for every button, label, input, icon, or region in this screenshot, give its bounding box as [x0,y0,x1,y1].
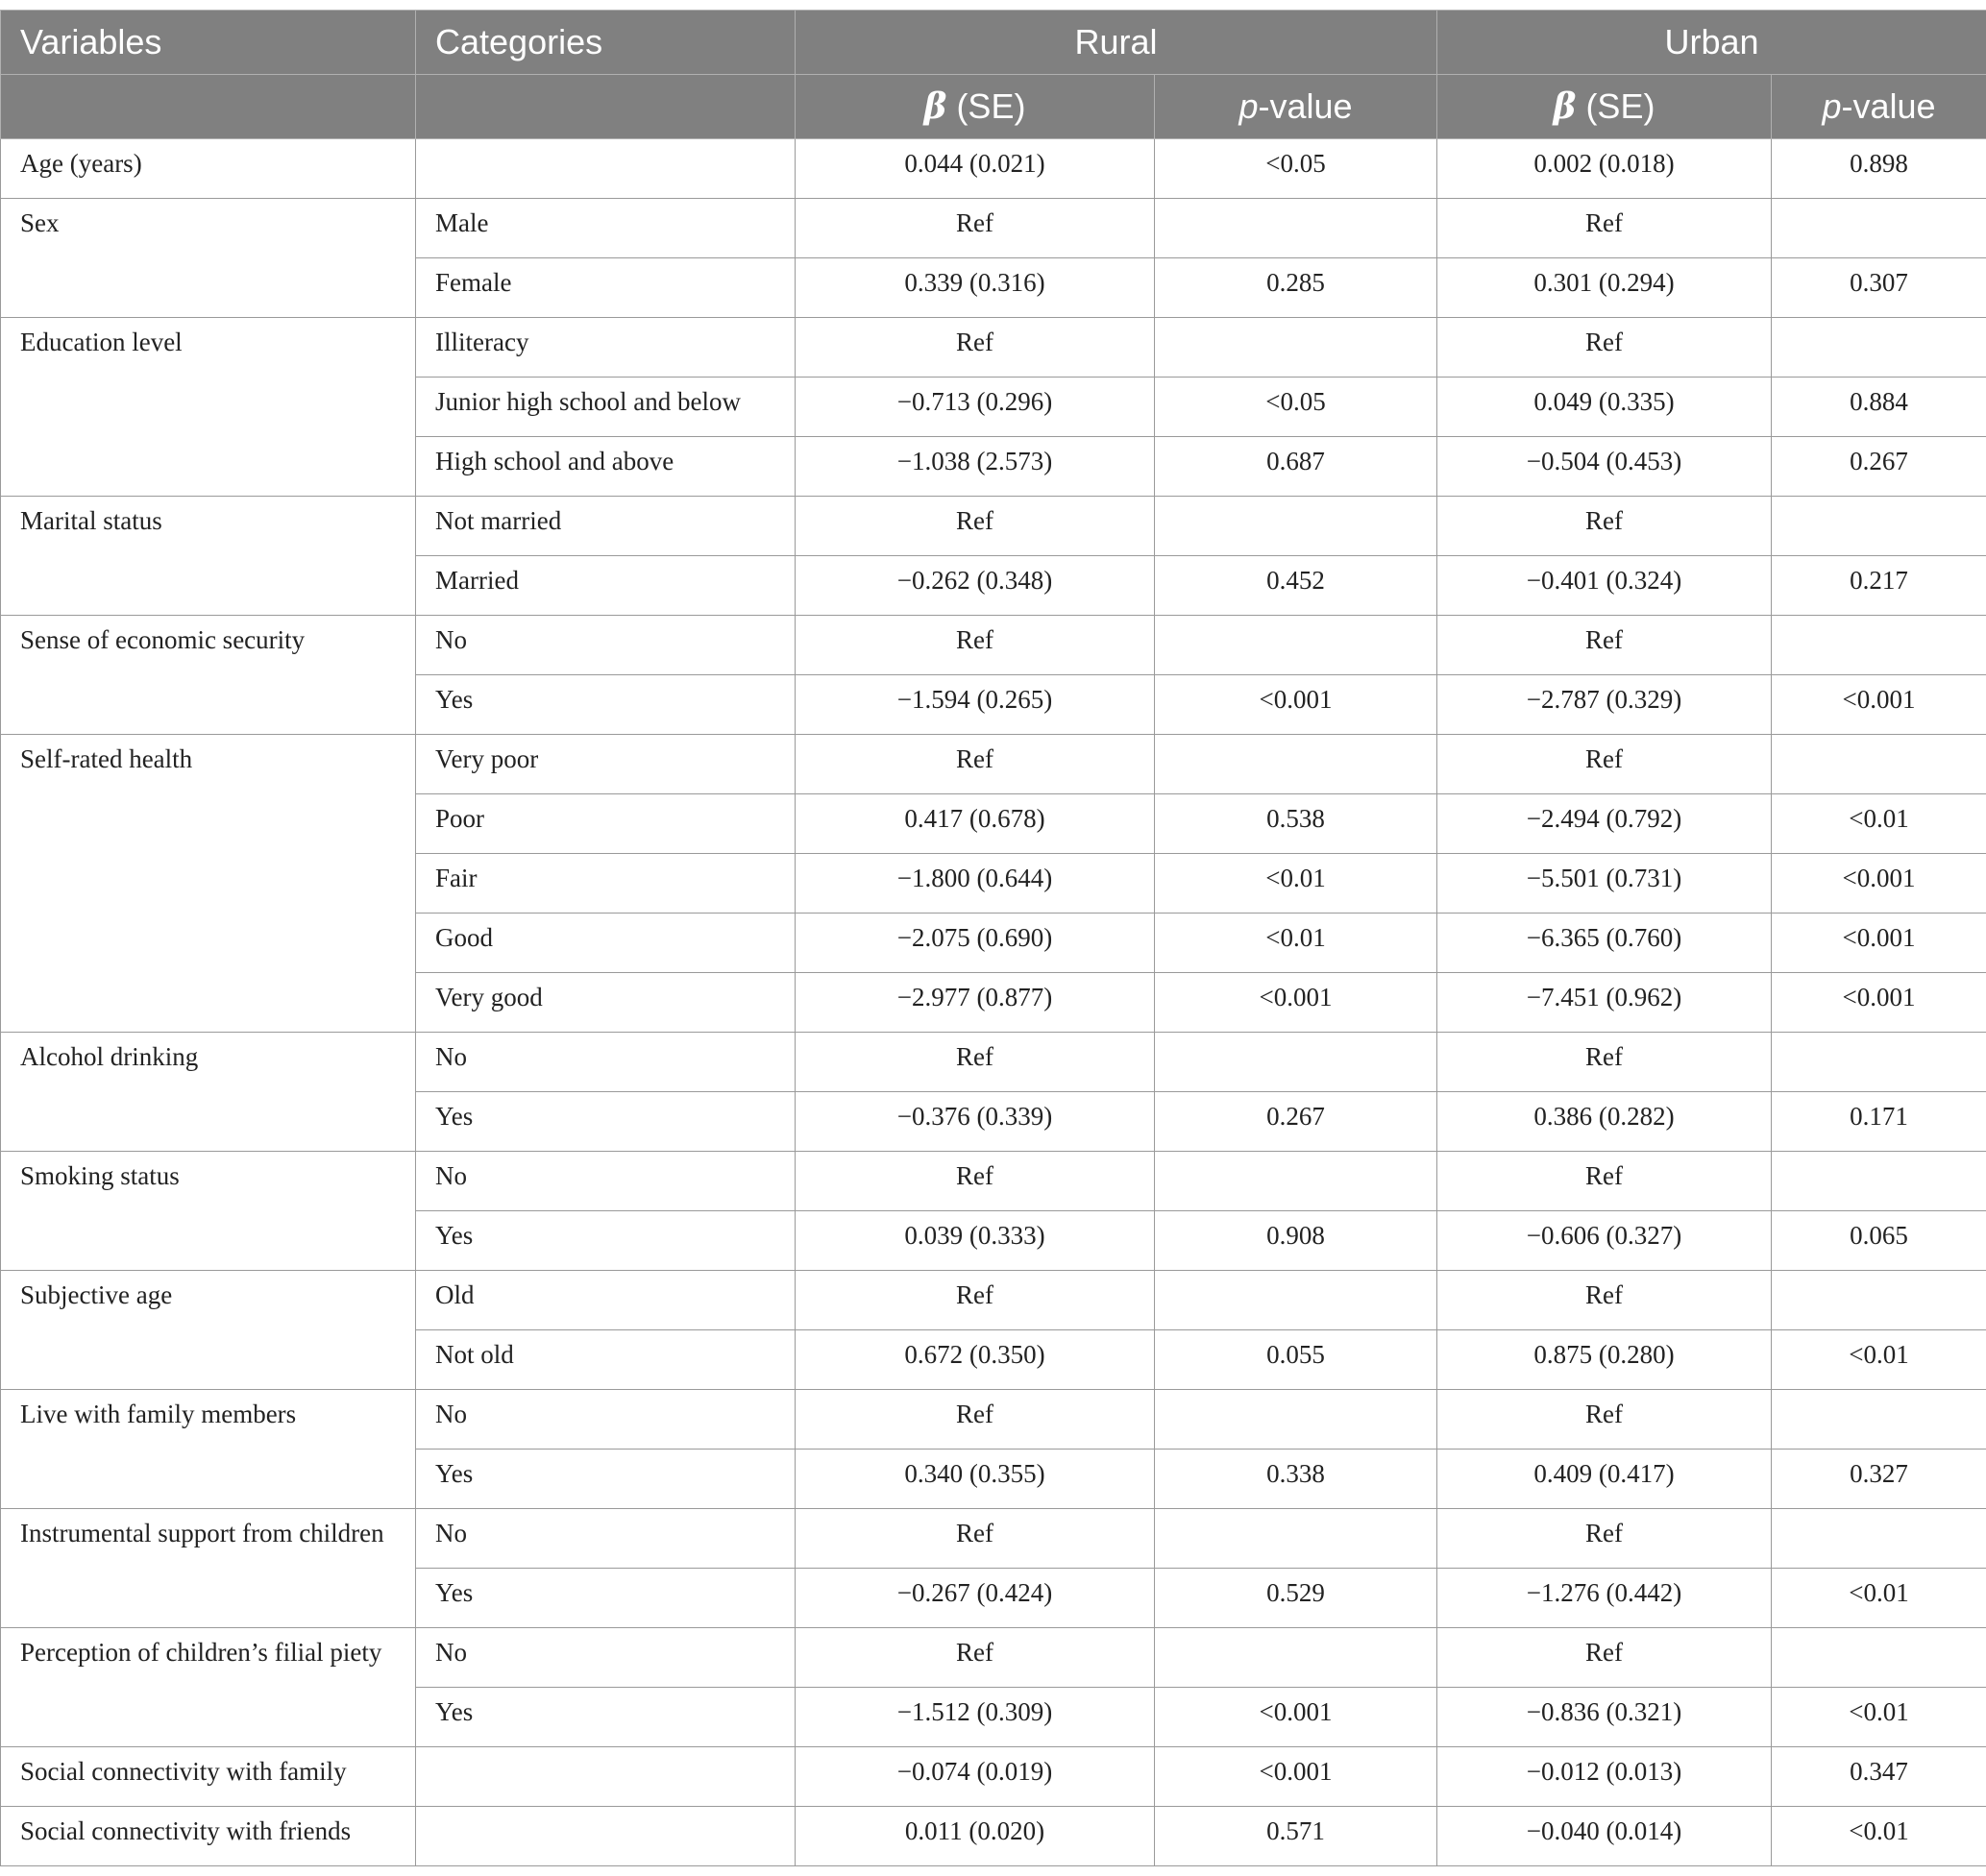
variable-cell: Live with family members [1,1390,416,1509]
urban-p-cell [1772,1628,1986,1688]
header-urban-beta [1437,75,1772,139]
category-cell: Yes [416,1092,796,1152]
rural-p-cell: 0.538 [1155,794,1437,854]
table-row [1,735,1986,794]
rural-p-cell: <0.05 [1155,378,1437,437]
urban-p-cell: <0.01 [1772,1688,1986,1747]
rural-p-cell: <0.001 [1155,675,1437,735]
rural-p-cell [1155,1390,1437,1450]
urban-p-cell: 0.327 [1772,1450,1986,1509]
rural-beta-cell: Ref [796,1628,1155,1688]
rural-beta-cell: −0.376 (0.339) [796,1092,1155,1152]
rural-beta-cell: 0.011 (0.020) [796,1807,1155,1866]
urban-beta-cell: Ref [1437,1628,1772,1688]
rural-beta-cell: −0.267 (0.424) [796,1569,1155,1628]
variable-cell: Instrumental support from children [1,1509,416,1628]
category-cell: No [416,1628,796,1688]
rural-beta-cell: −1.038 (2.573) [796,437,1155,497]
rural-beta-cell: 0.340 (0.355) [796,1450,1155,1509]
variable-cell: Social connectivity with family [1,1747,416,1807]
urban-p-cell [1772,497,1986,556]
variable-cell: Social connectivity with friends [1,1807,416,1866]
rural-p-cell: 0.338 [1155,1450,1437,1509]
category-cell: Not married [416,497,796,556]
category-cell: Illiteracy [416,318,796,378]
category-cell: Male [416,199,796,258]
category-cell: Married [416,556,796,616]
category-cell: No [416,1033,796,1092]
urban-beta-cell: −0.040 (0.014) [1437,1807,1772,1866]
rural-beta-cell: −2.977 (0.877) [796,973,1155,1033]
rural-p-cell: <0.001 [1155,1688,1437,1747]
variable-cell: Age (years) [1,139,416,199]
category-cell: Fair [416,854,796,914]
se-label: (SE) [946,86,1026,126]
rural-beta-cell: 0.039 (0.333) [796,1211,1155,1271]
urban-beta-cell: Ref [1437,735,1772,794]
category-cell: Yes [416,1688,796,1747]
table-row [1,199,1986,258]
rural-beta-cell: −1.594 (0.265) [796,675,1155,735]
urban-beta-cell: 0.301 (0.294) [1437,258,1772,318]
rural-beta-cell: −1.512 (0.309) [796,1688,1155,1747]
urban-p-cell [1772,1152,1986,1211]
category-cell: Yes [416,675,796,735]
urban-p-cell: <0.001 [1772,854,1986,914]
category-cell: Very good [416,973,796,1033]
table-row [1,1390,1986,1450]
rural-p-cell [1155,616,1437,675]
rural-beta-cell: 0.044 (0.021) [796,139,1155,199]
urban-beta-cell: −0.401 (0.324) [1437,556,1772,616]
category-cell: No [416,1509,796,1569]
header-rural-beta [796,75,1155,139]
rural-beta-cell: −0.074 (0.019) [796,1747,1155,1807]
rural-p-cell: 0.687 [1155,437,1437,497]
rural-p-cell: 0.055 [1155,1330,1437,1390]
p-italic: p [1822,86,1842,126]
urban-p-cell: <0.001 [1772,914,1986,973]
urban-p-cell: <0.01 [1772,1569,1986,1628]
urban-beta-cell: −7.451 (0.962) [1437,973,1772,1033]
table-row [1,1152,1986,1211]
urban-p-cell: 0.065 [1772,1211,1986,1271]
urban-p-cell [1772,199,1986,258]
rural-beta-cell: 0.417 (0.678) [796,794,1155,854]
beta-symbol: β [1553,86,1577,127]
variable-cell: Smoking status [1,1152,416,1271]
urban-p-cell: 0.884 [1772,378,1986,437]
p-rest: -value [1258,86,1353,126]
urban-beta-cell: −1.276 (0.442) [1437,1569,1772,1628]
urban-p-cell: 0.307 [1772,258,1986,318]
rural-beta-cell: Ref [796,318,1155,378]
rural-p-cell [1155,1271,1437,1330]
category-cell: Not old [416,1330,796,1390]
rural-beta-cell: Ref [796,1390,1155,1450]
category-cell: Good [416,914,796,973]
urban-beta-cell: Ref [1437,1509,1772,1569]
table-row [1,139,1986,199]
urban-beta-cell: Ref [1437,199,1772,258]
table-row [1,1747,1986,1807]
urban-p-cell [1772,735,1986,794]
category-cell [416,139,796,199]
p-italic: p [1238,86,1259,126]
urban-p-cell [1772,1271,1986,1330]
category-cell: Old [416,1271,796,1330]
urban-beta-cell: 0.409 (0.417) [1437,1450,1772,1509]
variable-cell: Alcohol drinking [1,1033,416,1152]
table-body [1,139,1986,1866]
urban-beta-cell: −0.504 (0.453) [1437,437,1772,497]
urban-p-cell: <0.01 [1772,1330,1986,1390]
category-cell: Yes [416,1211,796,1271]
p-rest: -value [1841,86,1936,126]
urban-p-cell: <0.001 [1772,973,1986,1033]
regression-table [0,10,1986,1866]
rural-p-cell [1155,199,1437,258]
rural-beta-cell: Ref [796,616,1155,675]
urban-beta-cell: −0.606 (0.327) [1437,1211,1772,1271]
urban-beta-cell: Ref [1437,318,1772,378]
rural-p-cell: <0.001 [1155,973,1437,1033]
rural-p-cell [1155,1152,1437,1211]
category-cell: No [416,616,796,675]
variable-cell: Subjective age [1,1271,416,1390]
table-row [1,1807,1986,1866]
rural-beta-cell: Ref [796,1509,1155,1569]
urban-p-cell [1772,1509,1986,1569]
rural-p-cell: <0.01 [1155,914,1437,973]
rural-p-cell [1155,318,1437,378]
urban-p-cell: 0.898 [1772,139,1986,199]
variable-cell: Sense of economic security [1,616,416,735]
urban-beta-cell: −0.012 (0.013) [1437,1747,1772,1807]
urban-beta-cell: 0.875 (0.280) [1437,1330,1772,1390]
urban-beta-cell: −0.836 (0.321) [1437,1688,1772,1747]
table-header [1,11,1986,139]
rural-p-cell: <0.01 [1155,854,1437,914]
header-urban-p [1772,75,1986,139]
urban-beta-cell: −2.494 (0.792) [1437,794,1772,854]
urban-p-cell: 0.217 [1772,556,1986,616]
urban-beta-cell: Ref [1437,1152,1772,1211]
header-blank-categories [416,75,796,139]
urban-p-cell: <0.01 [1772,794,1986,854]
rural-beta-cell: −1.800 (0.644) [796,854,1155,914]
rural-beta-cell: Ref [796,1271,1155,1330]
urban-p-cell [1772,318,1986,378]
variable-cell: Sex [1,199,416,318]
rural-beta-cell: 0.339 (0.316) [796,258,1155,318]
urban-beta-cell: −6.365 (0.760) [1437,914,1772,973]
rural-p-cell: 0.267 [1155,1092,1437,1152]
rural-p-cell: 0.571 [1155,1807,1437,1866]
category-cell: Female [416,258,796,318]
variable-cell: Marital status [1,497,416,616]
urban-beta-cell: 0.002 (0.018) [1437,139,1772,199]
urban-p-cell: <0.01 [1772,1807,1986,1866]
rural-beta-cell: Ref [796,1152,1155,1211]
rural-p-cell [1155,1628,1437,1688]
urban-p-cell [1772,1033,1986,1092]
variable-cell: Perception of children’s filial piety [1,1628,416,1747]
rural-beta-cell: Ref [796,199,1155,258]
urban-p-cell: 0.267 [1772,437,1986,497]
table-row [1,1271,1986,1330]
category-cell: Very poor [416,735,796,794]
rural-beta-cell: Ref [796,497,1155,556]
urban-p-cell [1772,1390,1986,1450]
table-row [1,497,1986,556]
table-row [1,1509,1986,1569]
rural-beta-cell: −0.713 (0.296) [796,378,1155,437]
category-cell: High school and above [416,437,796,497]
urban-beta-cell: Ref [1437,497,1772,556]
header-rural-p [1155,75,1437,139]
rural-p-cell [1155,497,1437,556]
rural-p-cell: 0.285 [1155,258,1437,318]
header-blank-variables [1,75,416,139]
urban-beta-cell: Ref [1437,616,1772,675]
rural-p-cell: 0.529 [1155,1569,1437,1628]
urban-beta-cell: Ref [1437,1390,1772,1450]
urban-p-cell [1772,616,1986,675]
rural-p-cell [1155,735,1437,794]
category-cell: Junior high school and below [416,378,796,437]
table-row [1,1628,1986,1688]
rural-beta-cell: 0.672 (0.350) [796,1330,1155,1390]
urban-beta-cell: 0.049 (0.335) [1437,378,1772,437]
urban-p-cell: <0.001 [1772,675,1986,735]
rural-beta-cell: −0.262 (0.348) [796,556,1155,616]
rural-p-cell: <0.05 [1155,139,1437,199]
urban-p-cell: 0.347 [1772,1747,1986,1807]
rural-beta-cell: Ref [796,735,1155,794]
header-urban: Urban [1437,11,1986,75]
rural-beta-cell: Ref [796,1033,1155,1092]
urban-beta-cell: Ref [1437,1033,1772,1092]
category-cell: No [416,1390,796,1450]
table-row [1,318,1986,378]
category-cell: Poor [416,794,796,854]
urban-p-cell: 0.171 [1772,1092,1986,1152]
variable-cell: Self-rated health [1,735,416,1033]
category-cell: Yes [416,1450,796,1509]
rural-p-cell [1155,1509,1437,1569]
urban-beta-cell: 0.386 (0.282) [1437,1092,1772,1152]
category-cell [416,1747,796,1807]
table-row [1,1033,1986,1092]
category-cell: No [416,1152,796,1211]
rural-beta-cell: −2.075 (0.690) [796,914,1155,973]
rural-p-cell [1155,1033,1437,1092]
urban-beta-cell: −2.787 (0.329) [1437,675,1772,735]
rural-p-cell: <0.001 [1155,1747,1437,1807]
header-row-1 [1,11,1986,75]
table-row [1,616,1986,675]
variable-cell: Education level [1,318,416,497]
urban-beta-cell: −5.501 (0.731) [1437,854,1772,914]
header-rural: Rural [796,11,1437,75]
category-cell [416,1807,796,1866]
header-variables: Variables [1,11,416,75]
category-cell: Yes [416,1569,796,1628]
se-label: (SE) [1576,86,1655,126]
rural-p-cell: 0.452 [1155,556,1437,616]
header-row-2 [1,75,1986,139]
rural-p-cell: 0.908 [1155,1211,1437,1271]
urban-beta-cell: Ref [1437,1271,1772,1330]
beta-symbol: β [923,86,947,127]
header-categories: Categories [416,11,796,75]
